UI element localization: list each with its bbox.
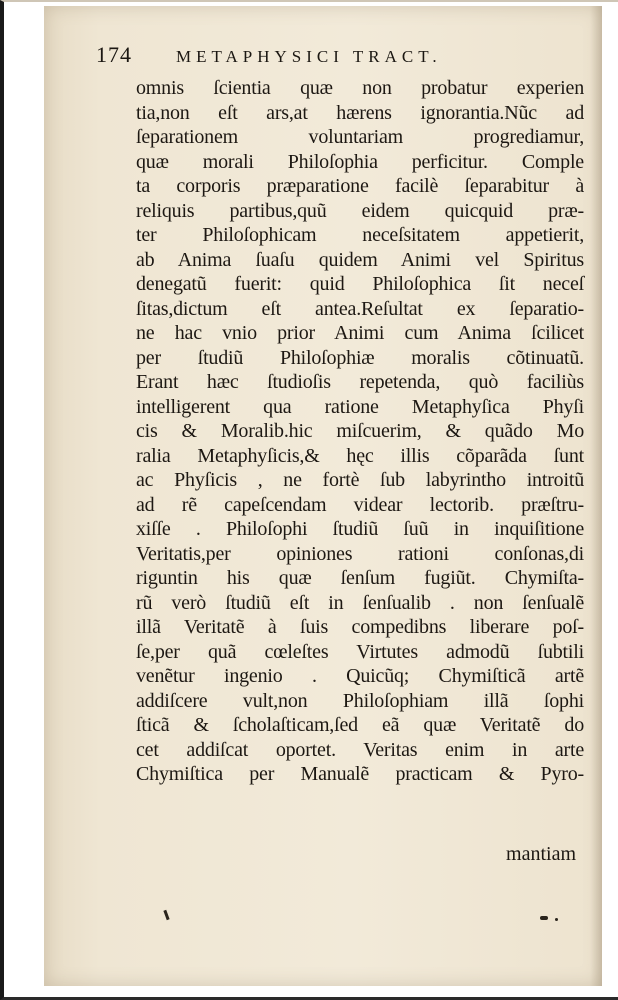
text-line: rũ verò ſtudiũ eſt in ſenſualib . non ſenſualẽ — [136, 591, 584, 614]
text-line: illã Veritatẽ à ſuis compedibns liberare poſ- — [136, 616, 584, 638]
text-line: denegatũ fuerit: quid Philoſophica ſit neceſ — [136, 273, 584, 295]
text-line: Erant hæc ſtudioſis repetenda, quò faciliùs — [136, 371, 584, 393]
text-line: ab Anima ſuaſu quidem Animi vel Spiritus — [136, 248, 584, 271]
page-number: 174 — [96, 42, 132, 67]
text-line: ſticã & ſcholaſticam,ſed eã quæ Veritatẽ do — [136, 714, 584, 736]
text-line: cet addiſcat oportet. Veritas enim in arte — [136, 738, 584, 761]
running-head-title: METAPHYSICI TRACT. — [176, 47, 442, 66]
catchword: mantiam — [506, 843, 576, 865]
text-line: reliquis partibus,quũ eidem quicquid præ- — [136, 199, 584, 222]
text-line: riguntin his quæ ſenſum fugiũt. Chymiſta- — [136, 567, 584, 589]
text-line: Chymiſtica per Manualẽ practicam & Pyro- — [136, 763, 584, 785]
text-line: quæ morali Philoſophia perficitur. Comple — [136, 150, 584, 173]
body-text — [136, 76, 584, 787]
text-line: omnis ſcientia quæ non probatur experien — [136, 77, 584, 99]
text-line: ad rẽ capeſcendam videar lectorib. præſtru- — [136, 493, 584, 516]
text-line: addiſcere vult,non Philoſophiam illã ſophi — [136, 689, 584, 712]
text-line: venẽtur ingenio . Quicũq; Chymiſticã artẽ — [136, 665, 584, 687]
text-line: per ſtudiũ Philoſophiæ moralis cõtinuatũ. — [136, 346, 584, 369]
text-line: cis & Moralib.hic miſcuerim, & quãdo Mo — [136, 420, 584, 442]
text-line: ſeparationem voluntariam progrediamur, — [136, 126, 584, 148]
text-line: ne hac vnio prior Animi cum Anima ſcilicet — [136, 322, 584, 344]
text-line: tia,non eſt ars,at hærens ignorantia.Nũc ad — [136, 101, 584, 124]
ink-speck — [555, 918, 558, 921]
text-line: ta corporis præparatione facilè ſeparabitur à — [136, 175, 584, 197]
text-line: ralia Metaphyſicis,& hęc illis cõparãda ſunt — [136, 444, 584, 467]
running-head — [96, 42, 566, 68]
text-line: intelligerent qua ratione Metaphyſica Phyſi — [136, 395, 584, 418]
ink-speck — [540, 916, 548, 920]
text-line: ſitas,dictum eſt antea.Reſultat ex ſeparatio- — [136, 297, 584, 320]
text-line: ter Philoſophicam neceſsitatem appetierit, — [136, 224, 584, 246]
page-edge-shadow — [590, 6, 602, 986]
text-line: xiſſe . Philoſophi ſtudiũ ſuũ in inquiſitione — [136, 518, 584, 540]
text-line: Veritatis,per opiniones rationi conſonas,di — [136, 542, 584, 565]
text-line: ſe,per quã cœleſtes Virtutes admodũ ſubtili — [136, 640, 584, 663]
text-line: ac Phyſicis , ne fortè ſub labyrintho introitũ — [136, 469, 584, 491]
